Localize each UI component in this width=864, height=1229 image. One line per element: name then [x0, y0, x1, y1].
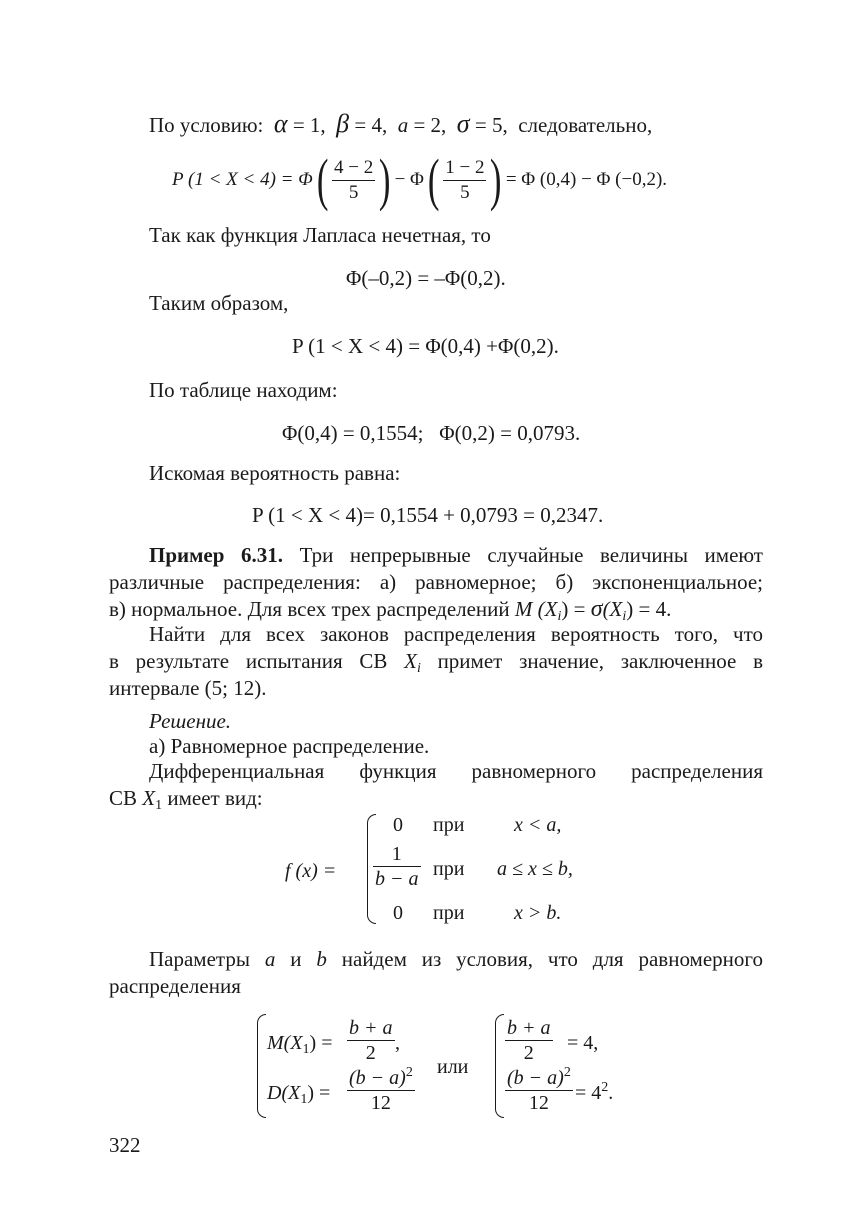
params-line-2: распределения — [109, 974, 241, 998]
left-paren: ( — [316, 147, 329, 212]
case-2-condition: a ≤ x ≤ b, — [497, 858, 573, 880]
a-value: = 2, — [408, 113, 447, 137]
probability-equation-2: P (1 < X < 4) = Φ(0,4) +Φ(0,2). — [292, 334, 559, 358]
case-3-value: 0 — [393, 902, 403, 924]
fraction-1 — [332, 156, 375, 205]
param-a: a — [264, 947, 276, 971]
case-1-word: при — [433, 814, 465, 836]
given-prefix: По условию: — [149, 113, 264, 137]
case-3-word: при — [433, 902, 465, 924]
piecewise-function — [285, 810, 605, 930]
param-b: b — [316, 947, 327, 971]
sigma-symbol: σ — [590, 596, 603, 622]
fraction-denominator: b − a — [375, 868, 419, 890]
fraction-denominator: 2 — [523, 1042, 534, 1064]
index-i: i — [622, 609, 627, 624]
variable-x: (X — [602, 597, 623, 621]
task-line-1: Найти для всех законов распределения вероятность того, что — [149, 622, 763, 646]
fraction-1-over-b-minus-a — [373, 842, 421, 891]
right-fraction-2 — [505, 1066, 573, 1115]
example-line-1-text: Три непрерывные случайные величины имеют — [283, 543, 763, 567]
example-title: Пример 6.31. — [149, 543, 283, 567]
right-eq-2-rhs — [575, 1082, 613, 1105]
d-of-x: D(X — [267, 1082, 301, 1104]
variable-x: X — [404, 649, 417, 673]
fraction-1-numerator: 4 − 2 — [332, 156, 375, 181]
case-2-word: при — [433, 858, 465, 880]
sigma-value: = 5, — [469, 113, 508, 137]
b-minus-a: (b − a) — [349, 1067, 406, 1089]
left-brace — [495, 1014, 504, 1118]
params-text-rest: найдем из условия, что для равномерного — [326, 947, 763, 971]
a-symbol: a — [397, 113, 409, 137]
square: 2 — [405, 1065, 413, 1080]
index-i: i — [416, 661, 421, 676]
sigma-symbol: σ — [456, 109, 470, 138]
expectation-eq-lhs — [267, 1032, 333, 1055]
thus-text: Таким образом, — [149, 291, 289, 315]
index-i: i — [557, 609, 562, 624]
case-3-condition: x > b. — [514, 902, 562, 924]
expectation-symbol: M (X — [514, 597, 558, 621]
fraction-numerator — [505, 1066, 573, 1091]
diff-line-2-rest: имеет вид: — [162, 786, 263, 810]
variance-eq-lhs — [267, 1082, 330, 1105]
fraction-b-minus-a-sq-over-12 — [505, 1066, 573, 1115]
solution-heading: Решение. — [149, 709, 232, 733]
fraction-denominator: 12 — [528, 1092, 549, 1114]
equals: ) = — [309, 1032, 333, 1054]
fraction-2-numerator: 1 − 2 — [443, 156, 486, 181]
diff-line-2-text: СВ — [109, 786, 143, 810]
eq1-mid: − Φ — [394, 169, 424, 190]
given-suffix: следовательно, — [518, 113, 653, 137]
diff-function-paragraph — [109, 758, 763, 812]
laplace-text: Так как функция Лапласа нечетная, то — [149, 223, 491, 247]
fraction-1-denominator: 5 — [348, 181, 359, 203]
right-paren: ) — [379, 147, 391, 212]
alpha-symbol: α — [273, 109, 288, 138]
table-text: По таблице находим: — [149, 378, 338, 402]
comma: , — [395, 1032, 400, 1054]
given-conditions-line — [149, 111, 652, 138]
alpha-value: = 1, — [287, 113, 326, 137]
odd-function-equation: Φ(–0,2) = –Φ(0,2). — [346, 266, 506, 290]
fraction-2-denominator: 5 — [460, 181, 470, 203]
square: 2 — [601, 1080, 609, 1095]
variance-fraction — [347, 1066, 415, 1115]
example-line-3 — [109, 596, 763, 623]
beta-value: = 4, — [349, 113, 388, 137]
task-line-3: интервале (5; 12). — [109, 676, 267, 700]
table-values-equation: Φ(0,4) = 0,1554; Φ(0,2) = 0,0793. — [282, 421, 581, 445]
fraction-numerator: 1 — [373, 842, 421, 867]
equals: ) = — [307, 1082, 331, 1104]
example-paragraph — [109, 542, 763, 623]
right-eq-1-rhs: = 4, — [567, 1032, 599, 1054]
case-1-condition: x < a, — [514, 814, 562, 836]
expectation-fraction — [347, 1016, 395, 1065]
beta-symbol: β — [336, 109, 350, 138]
fraction-denominator: 12 — [370, 1092, 391, 1114]
index-1: 1 — [302, 1042, 310, 1057]
diff-line-2 — [109, 785, 763, 812]
page-number: 322 — [109, 1133, 141, 1157]
right-fraction-1 — [505, 1016, 553, 1065]
left-paren: ( — [427, 147, 440, 212]
fraction-numerator: b + a — [507, 1017, 551, 1039]
task-line-2 — [109, 648, 763, 675]
eq1-lhs: P (1 < X < 4) = Φ — [172, 169, 313, 190]
fraction-numerator — [347, 1066, 415, 1091]
equation-system — [255, 1010, 635, 1125]
fraction-numerator: b + a — [349, 1017, 393, 1039]
fraction-b-plus-a-over-2 — [347, 1016, 395, 1065]
index-1: 1 — [155, 798, 163, 813]
square: 2 — [563, 1065, 571, 1080]
fraction-2 — [443, 156, 486, 205]
uniform-heading: а) Равномерное распределение. — [149, 734, 430, 758]
task-line-2-rest: примет значение, заключенное в — [420, 649, 764, 673]
task-line-2-text: в результате испытания СВ — [109, 649, 405, 673]
example-line-1 — [109, 542, 763, 569]
result-equation: P (1 < X < 4)= 0,1554 + 0,0793 = 0,2347. — [252, 503, 604, 527]
probability-equation-1 — [172, 147, 668, 212]
fraction-denominator: 2 — [365, 1042, 376, 1064]
params-and: и — [275, 947, 317, 971]
eq1-rhs: = Φ (0,4) − Φ (−0,2). — [505, 169, 668, 190]
example-line-3-text: в) нормальное. Для всех трех распределений — [109, 597, 515, 621]
value-four: ) = 4. — [626, 597, 672, 621]
right-paren: ) — [490, 147, 502, 212]
piecewise-lhs: f (x) = — [285, 860, 337, 882]
params-line-1 — [109, 946, 763, 973]
index-1: 1 — [300, 1092, 308, 1107]
period: . — [608, 1082, 614, 1104]
left-brace — [257, 1014, 266, 1118]
example-line-2: различные распределения: а) равномерное; б) экспоненциальное; — [109, 570, 763, 594]
four: = 4 — [575, 1082, 602, 1104]
case-1-value: 0 — [393, 814, 403, 836]
diff-line-1: Дифференциальная функция равномерного распределения — [149, 759, 763, 783]
b-minus-a: (b − a) — [507, 1067, 564, 1089]
probability-text: Искомая вероятность равна: — [149, 461, 401, 485]
equals: ) = — [561, 597, 591, 621]
m-of-x: M(X — [267, 1032, 303, 1054]
fraction-b-minus-a-sq-over-12 — [347, 1066, 415, 1115]
fraction-b-plus-a-over-2 — [505, 1016, 553, 1065]
task-paragraph — [109, 621, 763, 702]
params-text: Параметры — [149, 947, 265, 971]
case-2-fraction — [373, 842, 421, 891]
or-word: или — [437, 1056, 469, 1078]
variable-x: X — [142, 786, 156, 810]
params-paragraph — [109, 946, 763, 1000]
